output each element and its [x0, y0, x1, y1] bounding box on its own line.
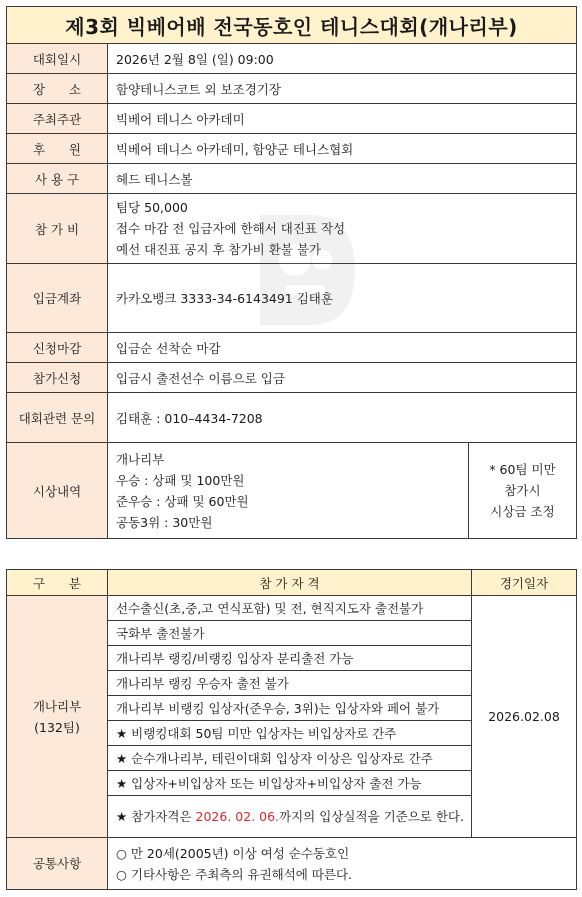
- page-title: 제3회 빅베어배 전국동호인 테니스대회(개나리부): [7, 7, 577, 44]
- host-value: 빅베어 테니스 아카데미: [108, 104, 577, 134]
- prize-note-line: 시상금 조정: [490, 504, 555, 519]
- info-row-sponsor: [7, 134, 577, 164]
- rule-item: 선수출신(초,중,고 연식포함) 및 전, 현직지도자 출전불가: [108, 596, 472, 621]
- date-value: 2026년 2월 8일 (일) 09:00: [108, 44, 577, 74]
- division-teams: (132팀): [34, 719, 80, 735]
- eligibility-header-row: [7, 570, 577, 596]
- ball-label: 사 용 구: [7, 164, 108, 194]
- sponsor-label: 후 원: [7, 134, 108, 164]
- info-row-contact: [7, 393, 577, 443]
- deadline-value: 입금순 선착순 마감: [108, 333, 577, 363]
- rule-item-cutoff: [108, 796, 472, 838]
- info-row-venue: [7, 74, 577, 104]
- venue-value: 함양테니스코트 외 보조경기장: [108, 74, 577, 104]
- contact-label: 대회관련 문의: [7, 393, 108, 443]
- account-value: 카카오뱅크 3333-34-6143491 김태훈: [108, 264, 577, 333]
- cutoff-suffix: 까지의 입상실적을 기준으로 한다.: [279, 809, 464, 824]
- rule-item: 개나리부 비랭킹 입상자(준우승, 3위)는 입상자와 페어 불가: [108, 696, 472, 721]
- rule-item: ★ 순수개나리부, 테린이대회 입상자 이상은 입상자로 간주: [108, 746, 472, 771]
- info-row-account: [7, 264, 577, 333]
- cutoff-prefix: ★ 참가자격은: [116, 809, 196, 824]
- common-label: 공통사항: [7, 838, 108, 890]
- prize-line: 개나리부: [116, 451, 165, 467]
- rule-item: ★ 입상자+비입상자 또는 비입상자+비입상자 출전 가능: [108, 771, 472, 796]
- tournament-info-table: [6, 6, 577, 539]
- info-row-apply: [7, 363, 577, 393]
- deadline-label: 신청마감: [7, 333, 108, 363]
- venue-label: 장 소: [7, 74, 108, 104]
- division-cell: [7, 596, 108, 838]
- rule-item: 국화부 출전불가: [108, 621, 472, 646]
- date-label: 대회일시: [7, 44, 108, 74]
- common-row: [7, 838, 577, 890]
- contact-value: 김태훈 : 010–4434-7208: [108, 393, 577, 443]
- rule-item: ★ 비랭킹대회 50팀 미만 입상자는 비입상자로 간주: [108, 721, 472, 746]
- common-value: [108, 838, 577, 890]
- host-label: 주최주관: [7, 104, 108, 134]
- rule-item: 개나리부 랭킹 우승자 출전 불가: [108, 671, 472, 696]
- prize-note-line: * 60팀 미만: [489, 462, 556, 477]
- match-date-header: 경기일자: [472, 570, 577, 596]
- prize-note-line: 참가시: [504, 483, 541, 498]
- info-row-fee: [7, 194, 577, 264]
- fee-line: 팀당 50,000: [116, 200, 188, 215]
- info-row-deadline: [7, 333, 577, 363]
- fee-label: 참 가 비: [7, 194, 108, 264]
- match-date: 2026.02.08: [472, 596, 577, 838]
- cutoff-date: 2026. 02. 06.: [195, 809, 280, 824]
- ball-value: 헤드 테니스볼: [108, 164, 577, 194]
- prize-line: 공동3위 : 30만원: [116, 514, 213, 530]
- prize-line: 준우승 : 상패 및 60만원: [116, 493, 249, 509]
- fee-value: [108, 194, 577, 264]
- rule-item: 개나리부 랭킹/비랭킹 입상자 분리출전 가능: [108, 646, 472, 671]
- info-row-date: [7, 44, 577, 74]
- common-line: ○ 기타사항은 주최측의 유권해석에 따른다.: [116, 866, 353, 882]
- qualification-header: 참 가 자 격: [108, 570, 472, 596]
- info-row-prize: [7, 443, 577, 539]
- eligibility-table: [6, 569, 577, 890]
- prize-value: [108, 443, 469, 539]
- info-row-ball: [7, 164, 577, 194]
- prize-label: 시상내역: [7, 443, 108, 539]
- rule-row: [7, 596, 577, 621]
- prize-line: 우승 : 상패 및 100만원: [116, 472, 245, 488]
- division-header: 구 분: [7, 570, 108, 596]
- sponsor-value: 빅베어 테니스 아카데미, 함양군 테니스협회: [108, 134, 577, 164]
- fee-line: 예선 대진표 공지 후 참가비 환불 불가: [116, 242, 321, 257]
- apply-value: 입금시 출전선수 이름으로 입금: [108, 363, 577, 393]
- common-line: ○ 만 20세(2005년) 이상 여성 순수동호인: [116, 845, 350, 861]
- division-name: 개나리부: [32, 698, 82, 714]
- prize-note: [468, 443, 576, 539]
- account-label: 입금계좌: [7, 264, 108, 333]
- info-row-host: [7, 104, 577, 134]
- apply-label: 참가신청: [7, 363, 108, 393]
- fee-line: 접수 마감 전 입금자에 한해서 대진표 작성: [116, 221, 346, 236]
